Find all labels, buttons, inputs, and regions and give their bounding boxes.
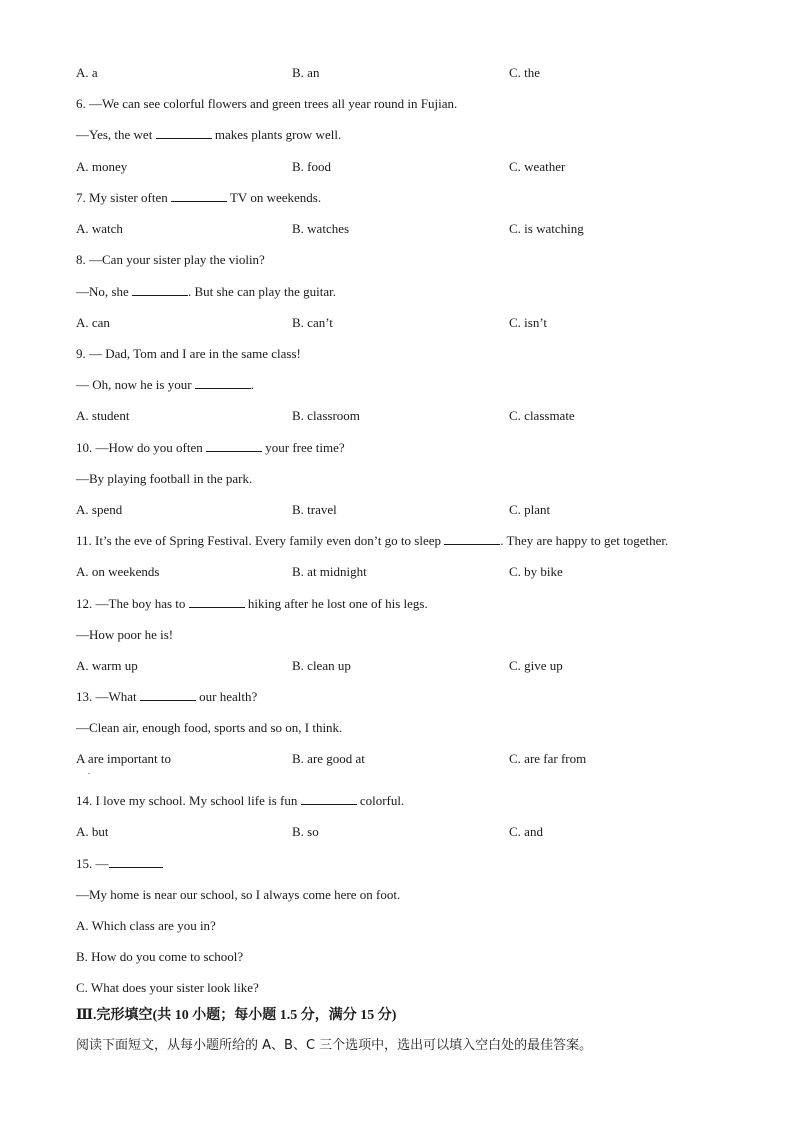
q14-option-b: B. so [292,824,319,839]
q12-stem [76,596,428,612]
q6-option-c: C. weather [509,159,566,174]
q9-option-c: C. classmate [509,408,575,423]
q10-stem [76,440,345,456]
q11-stem-pre: 11. It’s the eve of Spring Festival. Every family even don’t go to sleep [76,533,445,548]
q10-option-c: C. plant [509,502,551,517]
q11-stem [76,533,668,549]
q14-option-c: C. and [509,824,543,839]
q12-stem-pre: 12. —The boy has to [76,596,189,611]
q14-stem-post: colorful. [356,793,405,808]
q12-reply: —How poor he is! [76,627,174,642]
q13-stem-pre: 13. —What [76,689,140,704]
q7-stem-post: TV on weekends. [226,190,322,205]
answer-blank [444,533,500,545]
answer-blank [301,793,357,805]
answer-blank [206,440,262,452]
q9-option-b: B. classroom [292,408,360,423]
answer-blank [109,856,163,868]
q11-option-c: C. by bike [509,564,563,579]
q10-stem-pre: 10. —How do you often [76,440,206,455]
q14-option-a: A. but [76,824,109,839]
q6-reply-pre: —Yes, the wet [76,127,156,142]
q12-option-c: C. give up [509,658,563,673]
q7-stem-pre: 7. My sister often [76,190,171,205]
answer-blank [132,284,188,296]
q10-option-b: B. travel [292,502,337,517]
q7-option-b: B. watches [292,221,350,236]
q5-option-c: C. the [509,65,541,80]
q13-option-c: C. are far from [509,751,587,766]
stray-dot: . [88,767,90,776]
q10-option-a: A. spend [76,502,123,517]
q15-option-c: C. What does your sister look like? [76,980,259,995]
q5-option-a: A. a [76,65,98,80]
q6-stem: 6. —We can see colorful flowers and green trees all year round in Fujian. [76,96,458,111]
section-instruction: 阅读下面短文，从每小题所给的 A、B、C 三个选项中，选出可以填入空白处的最佳答案。 [76,1038,593,1053]
q8-reply [76,284,336,300]
answer-blank [171,190,227,202]
q8-option-c: C. isn’t [509,315,548,330]
q12-stem-post: hiking after he lost one of his legs. [244,596,428,611]
q15-stem [76,856,163,872]
q12-option-b: B. clean up [292,658,351,673]
q13-stem-post: our health? [195,689,258,704]
answer-blank [156,127,212,139]
q15-option-a: A. Which class are you in? [76,918,216,933]
q6-option-a: A. money [76,159,128,174]
q8-reply-post: . But she can play the guitar. [187,284,336,299]
q5-option-b: B. an [292,65,320,80]
section-heading: Ⅲ.完形填空(共 10 小题；每小题 1.5 分，满分 15 分) [76,1008,397,1023]
q6-option-b: B. food [292,159,331,174]
q9-option-a: A. student [76,408,130,423]
q9-stem: 9. — Dad, Tom and I are in the same class! [76,346,301,361]
q14-stem-pre: 14. I love my school. My school life is fun [76,793,301,808]
answer-blank [140,689,196,701]
q13-reply: —Clean air, enough food, sports and so on, I think. [76,720,343,735]
q15-stem-pre: 15. — [76,856,109,871]
q15-option-b: B. How do you come to school? [76,949,244,964]
q14-stem [76,793,404,809]
q9-reply-pre: — Oh, now he is your [76,377,195,392]
q10-reply: —By playing football in the park. [76,471,253,486]
q11-option-a: A. on weekends [76,564,160,579]
q12-option-a: A. warm up [76,658,138,673]
q13-option-a: A are important to [76,751,171,766]
q7-option-a: A. watch [76,221,123,236]
q10-stem-post: your free time? [262,440,345,455]
q9-reply-post: . [250,377,255,392]
answer-blank [189,596,245,608]
q9-reply [76,377,254,393]
answer-blank [195,377,251,389]
q13-option-b: B. are good at [292,751,365,766]
q6-reply-post: makes plants grow well. [211,127,342,142]
q11-stem-post: . They are happy to get together. [500,533,669,548]
q13-stem [76,689,257,705]
q8-option-a: A. can [76,315,110,330]
q8-option-b: B. can’t [292,315,333,330]
q7-option-c: C. is watching [509,221,584,236]
q8-stem: 8. —Can your sister play the violin? [76,252,265,267]
q11-option-b: B. at midnight [292,564,367,579]
q6-reply [76,127,341,143]
q7-stem [76,190,321,206]
q15-reply: —My home is near our school, so I always come here on foot. [76,887,401,902]
q8-reply-pre: —No, she [76,284,132,299]
